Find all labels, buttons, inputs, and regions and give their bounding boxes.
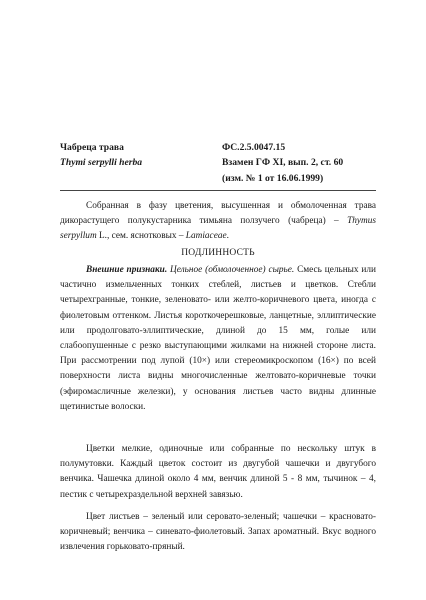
monograph-code: ФС.2.5.0047.15: [222, 142, 286, 153]
monograph-title-ru: Чабреца трава: [60, 142, 124, 153]
external-features-paragraph: [60, 263, 376, 415]
intro-latin-family: Lamiaceae: [185, 231, 227, 242]
intro-latin-species: Thymus serpyllum: [60, 216, 376, 242]
monograph-title-latin: Thymi serpylli herba: [60, 157, 143, 168]
monograph-amendment: (изм. № 1 от 16.06.1999): [222, 173, 324, 184]
external-heading: Внешние признаки.: [86, 265, 168, 275]
monograph-replaces: Взамен ГФ XI, вып. 2, ст. 60: [222, 157, 344, 168]
intro-text-2: L., сем. яснотковых –: [96, 231, 186, 242]
header-divider: [60, 190, 376, 191]
color-paragraph: Цвет листьев – зеленый или серовато-зеленый; чашечки – красновато-коричневый; венчика – синевато-фиолетовый. Запах ароматный. Вкус водного извлечения горьковато-пряный.: [60, 512, 376, 553]
intro-text-1: Собранная в фазу цветения, высушенная и обмолоченная трава дикорастущего полукустарника тимьяна ползучего (чабреца) –: [60, 201, 376, 227]
intro-paragraph: [60, 199, 376, 245]
external-subheading: Цельное (обмолоченное) сырье.: [170, 265, 295, 275]
external-text: Смесь цельных или частично измельченных тонких стеблей, листьев и цветков. Стебли четырехгранные, тонкие, зеленовато- или желто-коричневого цвета, иногда с фиолетовым оттенком. Листья короткочерешковые, ланцетные, эллиптические или продолговато-эллиптические, длиной до 15 мм, голые или слабоопушенные с резко выступающими жилками на нижней стороне листа. При рассмотрении под лупой (10×) или стереомикроскопом (16×) по всей поверхности листа видны многочисленные желтовато-коричневые точки (эфиромасличные железки), у основания листьев часто видны длинные щетинистые волоски.: [60, 265, 376, 412]
intro-text-3: .: [226, 231, 229, 242]
flowers-paragraph: Цветки мелкие, одиночные или собранные по нескольку штук в полумутовки. Каждый цветок состоит из двугубой чашечки и двугубого венчика. Чашечка длиной около 4 мм, венчик длиной 5 - 8 мм, тычинок – 4, пестик с четырехраздельной верхней завязью.: [60, 444, 376, 500]
section-title: ПОДЛИННОСТЬ: [181, 248, 255, 258]
